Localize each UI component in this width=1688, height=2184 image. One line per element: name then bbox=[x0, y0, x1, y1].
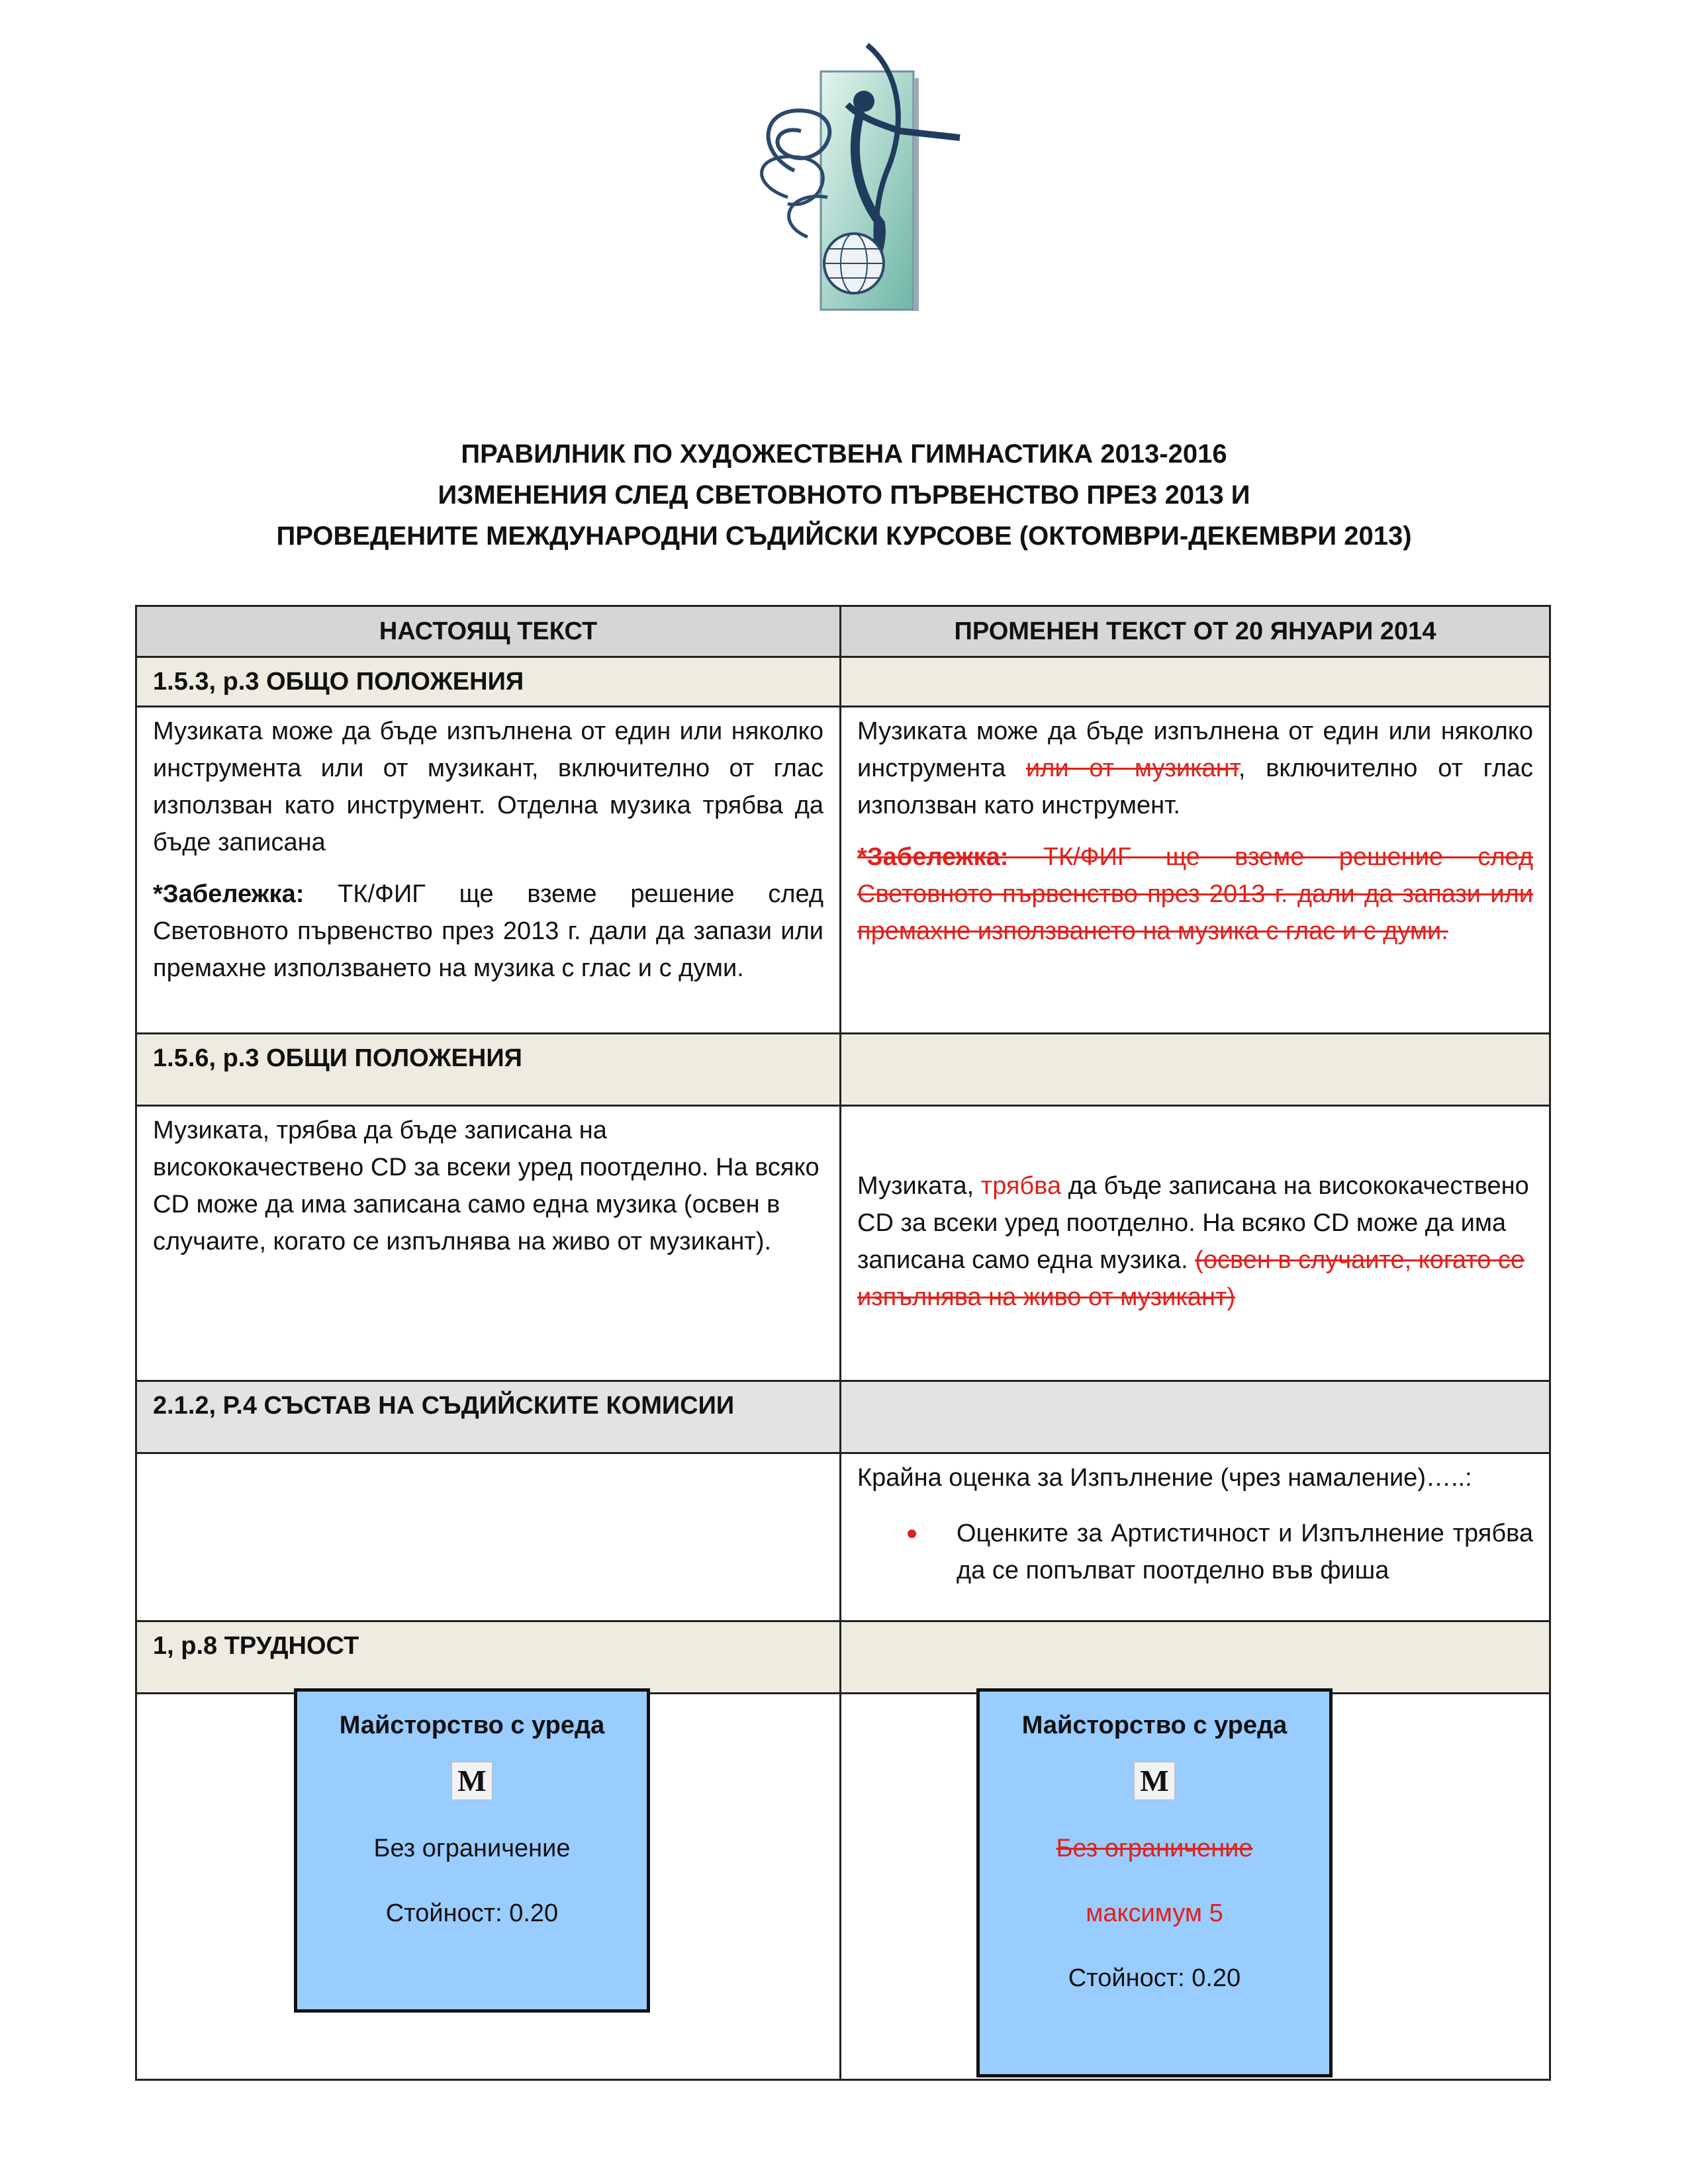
section-empty-2 bbox=[841, 1034, 1550, 1106]
section-title-4: 1, р.8 ТРУДНОСТ bbox=[136, 1621, 841, 1694]
content-row-2 bbox=[136, 1106, 1550, 1381]
row1-right-text-b: , включително от глас използван като инструмент. bbox=[857, 754, 1534, 819]
mastery-box-current bbox=[294, 1688, 650, 2013]
table-header-row bbox=[136, 606, 1550, 657]
row1-left-note-label: *Забележка: bbox=[153, 880, 305, 908]
row1-right-cell bbox=[841, 707, 1550, 1034]
row1-right-text-a: Музиката може да бъде изпълнена от един или няколко инструмента bbox=[857, 717, 1533, 782]
header-current-text: НАСТОЯЩ ТЕКСТ bbox=[136, 606, 841, 657]
title-line-1: ПРАВИЛНИК ПО ХУДОЖЕСТВЕНА ГИМНАСТИКА 2013-2016 bbox=[461, 439, 1227, 469]
row2-right-cell bbox=[841, 1106, 1550, 1381]
mastery-box-current-limit: Без ограничение bbox=[373, 1835, 571, 1862]
mastery-box-current-value: Стойност: 0.20 bbox=[385, 1899, 559, 1927]
title-line-2: ИЗМЕНЕНИЯ СЛЕД СВЕТОВНОТО ПЪРВЕНСТВО ПРЕЗ 2013 И bbox=[438, 480, 1250, 510]
mastery-box-changed-max: максимум 5 bbox=[1086, 1899, 1223, 1927]
row1-left-cell bbox=[136, 707, 841, 1034]
row1-left-note-text: ТК/ФИГ ще вземе решение след Световното първенство през 2013 г. дали да запази или премахне използването на музика с глас и с думи. bbox=[153, 880, 823, 982]
section-empty-4 bbox=[841, 1621, 1550, 1694]
content-row-1 bbox=[136, 707, 1550, 1034]
row2-right-struck-text: (освен в случаите, когато се изпълнява на живо от музикант) bbox=[857, 1246, 1525, 1311]
mastery-box-changed-title: Майсторство с уреда bbox=[1021, 1711, 1288, 1739]
mastery-box-current-title: Майсторство с уреда bbox=[339, 1711, 605, 1739]
section-row-3 bbox=[136, 1381, 1550, 1453]
gymnastics-federation-logo bbox=[748, 25, 973, 316]
row3-left-cell bbox=[136, 1453, 841, 1621]
mastery-box-changed-struck-limit: Без ограничение bbox=[1056, 1835, 1253, 1862]
row3-bullet-text: Оценките за Артистичност и Изпълнение трябва да се попълват поотделно във фиша bbox=[957, 1520, 1533, 1584]
row2-left-cell bbox=[136, 1106, 841, 1381]
section-row-4 bbox=[136, 1621, 1550, 1694]
row2-left-text: Музиката, трябва да бъде записана на висококачествено CD за всеки уред поотделно. На всяко CD може да има записана само една музика (освен в случаите, когато се изпълнява на живо от музикант). bbox=[153, 1116, 820, 1255]
list-item bbox=[957, 1515, 1533, 1589]
mastery-box-changed-value: Стойност: 0.20 bbox=[1068, 1964, 1241, 1992]
section-empty-1 bbox=[841, 657, 1550, 707]
section-title-2: 1.5.6, р.3 ОБЩИ ПОЛОЖЕНИЯ bbox=[136, 1034, 841, 1106]
row3-right-cell bbox=[841, 1453, 1550, 1621]
section-empty-3 bbox=[841, 1381, 1550, 1453]
row1-left-note bbox=[153, 876, 823, 987]
section-title-3: 2.1.2, Р.4 СЪСТАВ НА СЪДИЙСКИТЕ КОМИСИИ bbox=[136, 1381, 841, 1453]
row2-right-a: Музиката, bbox=[857, 1172, 981, 1200]
apparatus-mastery-icon: M bbox=[1134, 1762, 1175, 1800]
row3-bullet-list bbox=[857, 1515, 1533, 1589]
section-row-1 bbox=[136, 657, 1550, 707]
section-title-1: 1.5.3, р.3 ОБЩО ПОЛОЖЕНИЯ bbox=[136, 657, 841, 707]
row1-right-note bbox=[857, 839, 1533, 950]
document-titles bbox=[0, 433, 1688, 557]
row3-right-text: Крайна оценка за Изпълнение (чрез намаление)…..: bbox=[857, 1464, 1472, 1492]
bullet-dot-icon bbox=[908, 1529, 916, 1538]
row1-right-note-text: ТК/ФИГ ще вземе решение след Световното първенство през 2013 г. дали да запази или премахне използването на музика с глас и с думи. bbox=[857, 843, 1533, 945]
row1-right-note-label: *Забележка: bbox=[857, 843, 1009, 871]
mastery-box-changed bbox=[976, 1688, 1333, 2077]
row1-left-text: Музиката може да бъде изпълнена от един или няколко инструмента или от музикант, включително от глас използван като инструмент. Отделна музика трябва да бъде записана bbox=[153, 717, 823, 856]
content-row-3 bbox=[136, 1453, 1550, 1621]
header-changed-text: ПРОМЕНЕН ТЕКСТ ОТ 20 ЯНУАРИ 2014 bbox=[841, 606, 1550, 657]
title-line-3: ПРОВЕДЕНИТЕ МЕЖДУНАРОДНИ СЪДИЙСКИ КУРСОВЕ (ОКТОМВРИ-ДЕКЕМВРИ 2013) bbox=[276, 522, 1412, 551]
section-row-2 bbox=[136, 1034, 1550, 1106]
apparatus-mastery-icon: M bbox=[451, 1762, 492, 1800]
row1-right-text bbox=[857, 713, 1533, 824]
row1-right-struck-text: или от музикант bbox=[1026, 754, 1239, 782]
row2-right-b: да бъде записана на висококачествено CD за всеки уред поотделно. На всяко CD може да има записана само една музика. bbox=[857, 1172, 1529, 1274]
row2-right-red: трябва bbox=[980, 1172, 1062, 1200]
row2-right-text bbox=[857, 1167, 1533, 1316]
